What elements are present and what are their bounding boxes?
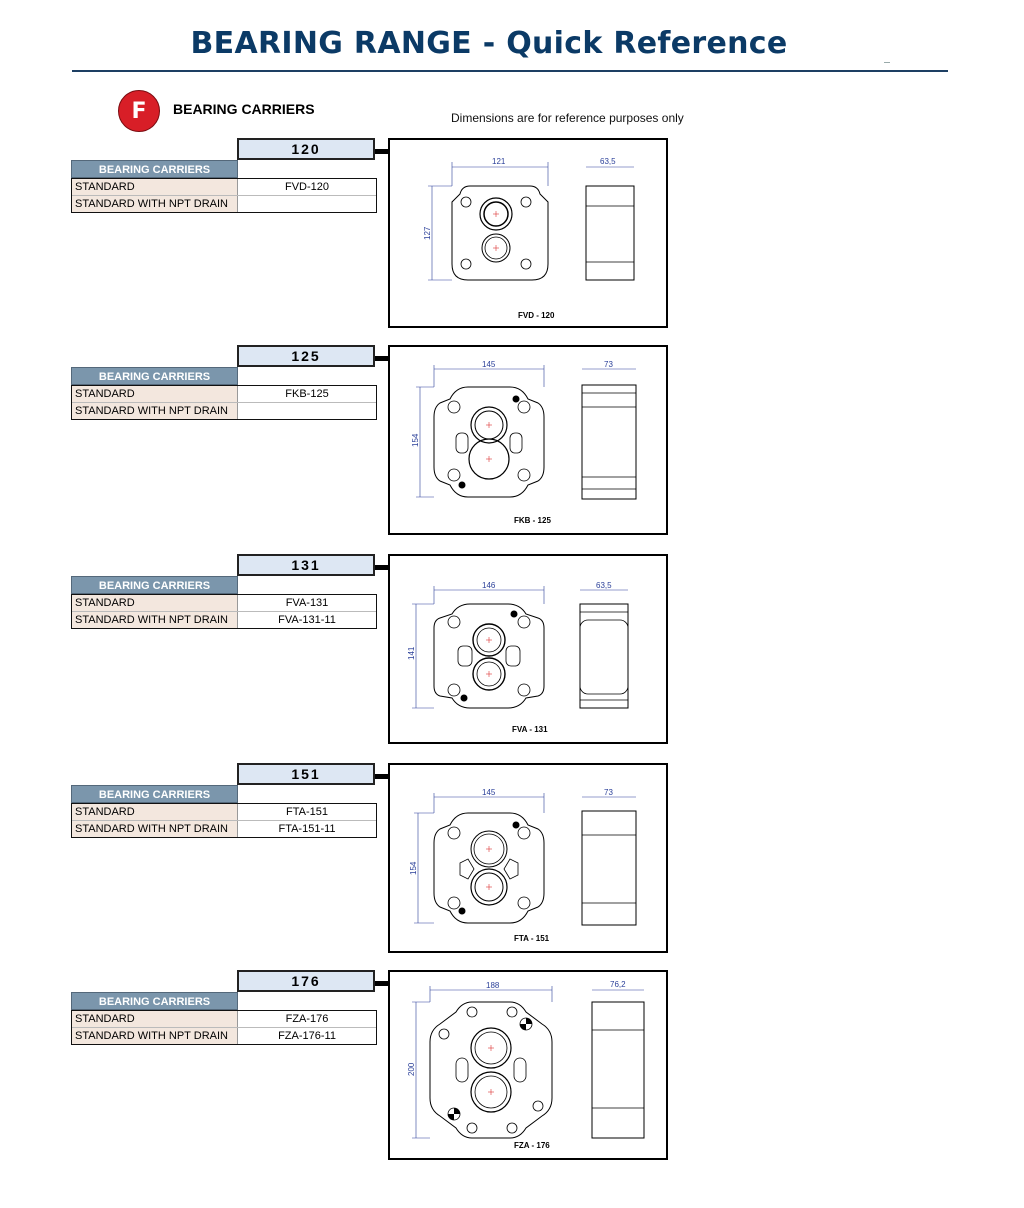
row-value: FZA-176-11 — [238, 1028, 376, 1044]
dim-depth: 73 — [604, 788, 613, 797]
product-block — [0, 763, 1024, 973]
row-value: FTA-151 — [238, 804, 376, 820]
row-value: FVA-131 — [238, 595, 376, 611]
page-title: BEARING RANGE - Quick Reference — [190, 26, 788, 61]
drawing-caption: FVA - 131 — [512, 725, 548, 734]
table-header: BEARING CARRIERS — [71, 367, 238, 385]
dim-height: 154 — [411, 433, 420, 447]
carrier-table — [71, 367, 377, 420]
dim-depth: 73 — [604, 360, 613, 369]
row-label: STANDARD — [72, 386, 238, 402]
table-row — [72, 195, 376, 212]
table-row — [72, 402, 376, 419]
product-block — [0, 138, 1024, 348]
product-block — [0, 345, 1024, 555]
dim-width: 145 — [482, 360, 496, 369]
technical-drawing — [388, 554, 668, 744]
table-row — [72, 804, 376, 820]
carrier-table — [71, 992, 377, 1045]
row-value — [238, 403, 376, 419]
technical-drawing — [388, 970, 668, 1160]
table-header: BEARING CARRIERS — [71, 992, 238, 1010]
drawing-caption: FZA - 176 — [514, 1141, 550, 1150]
row-label: STANDARD — [72, 1011, 238, 1027]
row-value — [238, 196, 376, 212]
row-value: FZA-176 — [238, 1011, 376, 1027]
row-label: STANDARD — [72, 595, 238, 611]
carrier-table — [71, 160, 377, 213]
reference-note: Dimensions are for reference purposes only — [451, 111, 684, 125]
table-row — [72, 1011, 376, 1027]
table-header: BEARING CARRIERS — [71, 576, 238, 594]
row-label: STANDARD WITH NPT DRAIN — [72, 1028, 238, 1044]
row-label: STANDARD WITH NPT DRAIN — [72, 196, 238, 212]
technical-drawing — [388, 345, 668, 535]
row-label: STANDARD WITH NPT DRAIN — [72, 821, 238, 837]
rule-tick — [884, 62, 890, 63]
dim-height: 127 — [423, 226, 432, 240]
model-number: 176 — [237, 970, 375, 992]
table-header: BEARING CARRIERS — [71, 785, 238, 803]
technical-drawing — [388, 138, 668, 328]
product-block — [0, 554, 1024, 764]
table-row — [72, 1027, 376, 1044]
table-row — [72, 595, 376, 611]
drawing-caption: FTA - 151 — [514, 934, 550, 943]
dim-depth: 63,5 — [596, 581, 612, 590]
dim-width: 146 — [482, 581, 496, 590]
row-value: FTA-151-11 — [238, 821, 376, 837]
technical-drawing — [388, 763, 668, 953]
row-label: STANDARD — [72, 804, 238, 820]
dim-width: 121 — [492, 157, 506, 166]
table-row — [72, 820, 376, 837]
row-value: FKB-125 — [238, 386, 376, 402]
dim-depth: 63,5 — [600, 157, 616, 166]
table-header: BEARING CARRIERS — [71, 160, 238, 178]
table-row — [72, 386, 376, 402]
carrier-table — [71, 576, 377, 629]
drawing-caption: FVD - 120 — [518, 311, 555, 320]
product-block — [0, 970, 1024, 1180]
table-row — [72, 179, 376, 195]
row-label: STANDARD — [72, 179, 238, 195]
model-number: 125 — [237, 345, 375, 367]
dim-height: 154 — [409, 861, 418, 875]
title-rule — [72, 70, 948, 72]
model-number: 151 — [237, 763, 375, 785]
dim-depth: 76,2 — [610, 980, 626, 989]
row-label: STANDARD WITH NPT DRAIN — [72, 612, 238, 628]
section-badge-icon: F — [118, 90, 160, 132]
dim-height: 200 — [407, 1062, 416, 1076]
row-label: STANDARD WITH NPT DRAIN — [72, 403, 238, 419]
table-row — [72, 611, 376, 628]
drawing-caption: FKB - 125 — [514, 516, 551, 525]
model-number: 131 — [237, 554, 375, 576]
dim-width: 145 — [482, 788, 496, 797]
model-number: 120 — [237, 138, 375, 160]
section-label: BEARING CARRIERS — [173, 101, 315, 117]
dim-height: 141 — [407, 646, 416, 660]
carrier-table — [71, 785, 377, 838]
dim-width: 188 — [486, 981, 500, 990]
row-value: FVD-120 — [238, 179, 376, 195]
row-value: FVA-131-11 — [238, 612, 376, 628]
